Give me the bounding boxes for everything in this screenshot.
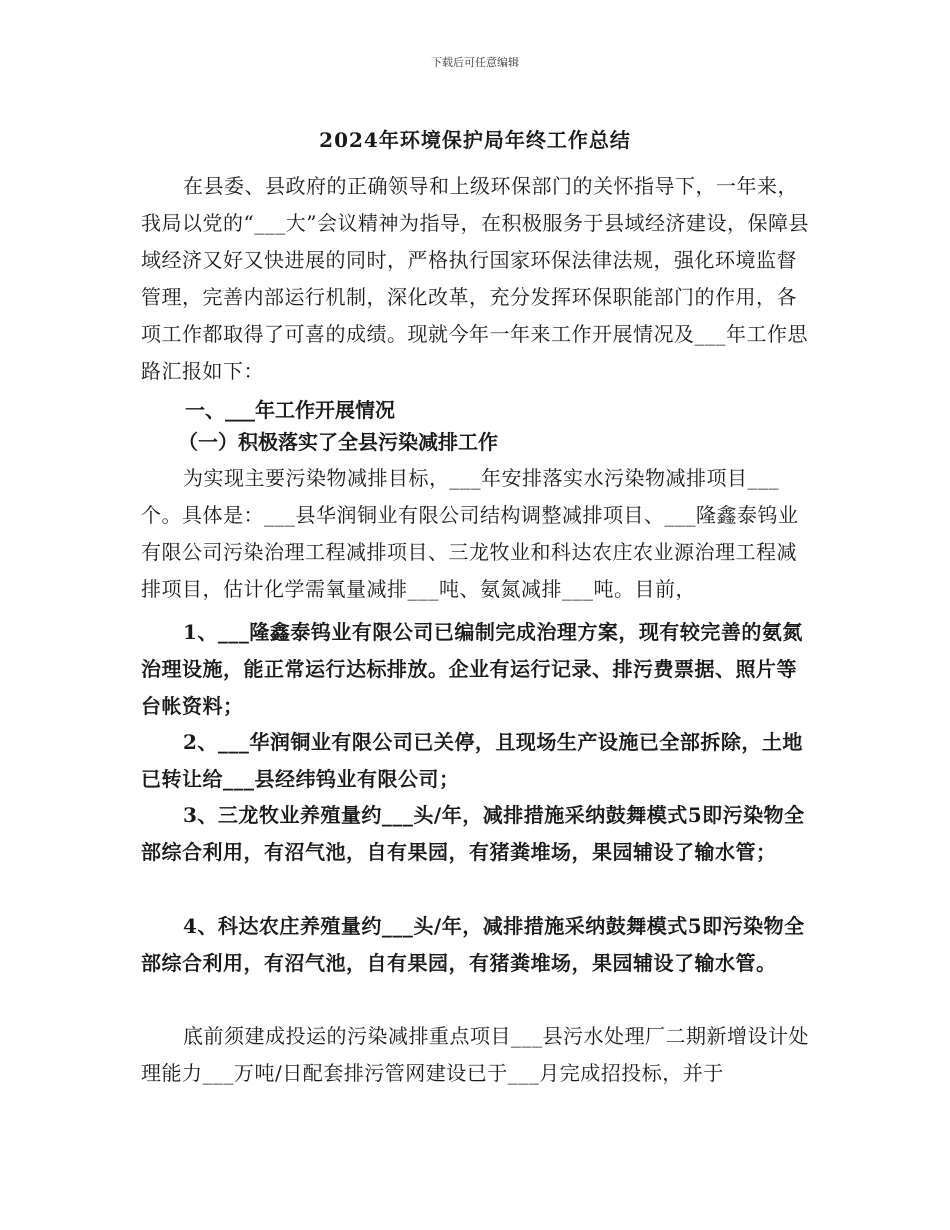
body-paragraph-2: 底前须建成投运的污染减排重点项目___县污水处理厂二期新增设计处理能力___万吨/日配套排污管网建设已于___月完成招投标，并于 xyxy=(141,1024,809,1085)
list-item-4: 4、科达农庄养殖量约___头/年，减排措施采纳鼓舞模式5即污染物全部综合利用，有沼气池，自有果园，有猪粪堆场，果园辅设了输水管。 xyxy=(141,914,805,975)
subsection-heading-1: （一）积极落实了全县污染减排工作 xyxy=(178,430,498,454)
list-item-3: 3、三龙牧业养殖量约___头/年，减排措施采纳鼓舞模式5即污染物全部综合利用，有沼气池，自有果园，有猪粪堆场，果园辅设了输水管； xyxy=(141,803,805,864)
document-title: 2024年环境保护局年终工作总结 xyxy=(319,128,631,152)
intro-paragraph: 在县委、县政府的正确领导和上级环保部门的关怀指导下，一年来，我局以党的“___大”会议精神为指导，在积极服务于县域经济建设，保障县域经济又好又快进展的同时，严格执行国家环保法律法规，强化环境监督管理，完善内部运行机制，深化改革，充分发挥环保职能部门的作用，各项工作都取得了可喜的成绩。现就今年一年来工作开展情况及___年工作思路汇报如下： xyxy=(141,174,809,383)
list-item-1: 1、___隆鑫泰钨业有限公司已编制完成治理方案，现有较完善的氨氮治理设施，能正常运行达标排放。企业有运行记录、排污费票据、照片等台帐资料； xyxy=(141,620,803,718)
page-header: 下载后可任意编辑 xyxy=(431,56,519,69)
body-paragraph-1: 为实现主要污染物减排目标，___年安排落实水污染物减排项目___个。具体是：___县华润铜业有限公司结构调整减排项目、___隆鑫泰钨业有限公司污染治理工程减排项目、三龙牧业和科达农庄农业源治理工程减排项目，估计化学需氧量减排___吨、氨氮减排___吨。目前， xyxy=(141,466,799,601)
list-item-2: 2、___华润铜业有限公司已关停，且现场生产设施已全部拆除，土地已转让给___县经纬钨业有限公司； xyxy=(141,730,803,791)
section-heading-1: 一、___年工作开展情况 xyxy=(185,398,395,422)
